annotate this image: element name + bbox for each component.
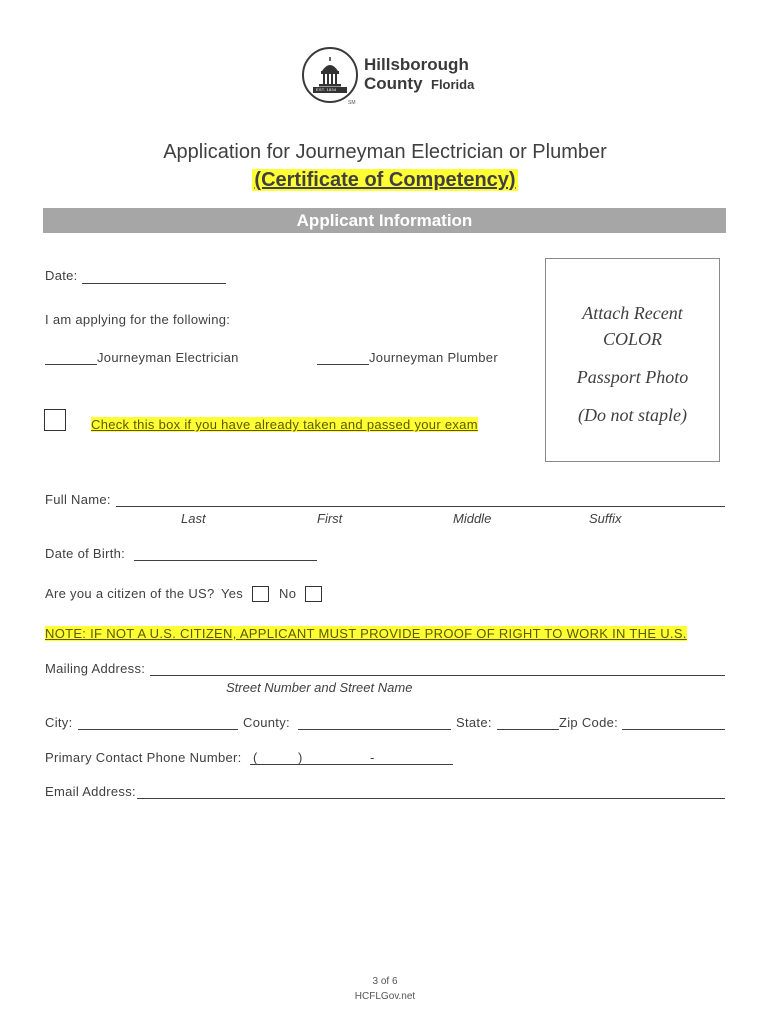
photo-line-2: COLOR (602, 329, 662, 349)
photo-box (545, 258, 720, 462)
exam-checkbox-label: Check this box if you have already taken and passed your exam (91, 417, 478, 432)
state-label: State: (456, 715, 492, 730)
logo-name-line2: County (364, 74, 423, 93)
phone-field[interactable] (250, 764, 453, 765)
county-label: County: (243, 715, 290, 730)
page-title: Application for Journeyman Electrician or Plumber (163, 141, 607, 163)
applying-label: I am applying for the following: (45, 312, 231, 327)
electrician-blank[interactable] (45, 364, 97, 365)
phone-close-paren: ) (298, 750, 303, 765)
county-seal-logo (302, 47, 358, 103)
name-part-suffix: Suffix (589, 511, 622, 526)
citizen-note: NOTE: IF NOT A U.S. CITIZEN, APPLICANT MUST PROVIDE PROOF OF RIGHT TO WORK IN THE U.S. (45, 626, 687, 641)
full-name-label: Full Name: (45, 492, 111, 507)
exam-passed-checkbox[interactable] (44, 409, 66, 431)
city-field[interactable] (78, 729, 238, 730)
seal-text: EST. 1834 (316, 87, 337, 92)
logo-name-line1: Hillsborough (364, 55, 469, 74)
dob-label: Date of Birth: (45, 546, 126, 561)
zip-label: Zip Code: (559, 715, 619, 730)
plumber-blank[interactable] (317, 364, 369, 365)
citizen-yes-checkbox[interactable] (252, 586, 269, 602)
logo-service-mark: SM (348, 100, 356, 106)
full-name-field[interactable] (116, 506, 725, 507)
mailing-sub-label: Street Number and Street Name (226, 680, 413, 695)
date-field[interactable] (82, 283, 226, 284)
citizen-yes-label: Yes (221, 586, 244, 601)
footer-site: HCFLGov.net (354, 991, 416, 1002)
name-part-first: First (317, 511, 343, 526)
citizen-label: Are you a citizen of the US? (45, 586, 215, 601)
page-number: 3 of 6 (372, 976, 398, 987)
date-label: Date: (45, 268, 78, 283)
mailing-address-field[interactable] (150, 675, 725, 676)
phone-dash: - (370, 750, 375, 765)
citizen-no-label: No (279, 586, 297, 601)
option-electrician-label: Journeyman Electrician (97, 350, 239, 365)
mailing-label: Mailing Address: (45, 661, 146, 676)
email-field[interactable] (137, 798, 725, 799)
section-header: Applicant Information (296, 211, 473, 230)
photo-line-4: (Do not staple) (578, 405, 687, 425)
name-part-middle: Middle (453, 511, 492, 526)
phone-open-paren: ( (253, 750, 258, 765)
city-label: City: (45, 715, 73, 730)
logo-name-line3: Florida (431, 77, 475, 92)
phone-label: Primary Contact Phone Number: (45, 750, 242, 765)
photo-line-1: Attach Recent (582, 303, 683, 323)
section-header-bar (43, 208, 726, 233)
dob-field[interactable] (134, 560, 317, 561)
option-plumber-label: Journeyman Plumber (369, 350, 498, 365)
page-subtitle: (Certificate of Competency) (254, 169, 516, 191)
photo-line-3: Passport Photo (576, 367, 689, 387)
name-part-last: Last (181, 511, 206, 526)
citizen-no-checkbox[interactable] (305, 586, 322, 602)
state-field[interactable] (497, 729, 559, 730)
county-field[interactable] (298, 729, 451, 730)
zip-field[interactable] (622, 729, 725, 730)
email-label: Email Address: (45, 784, 136, 799)
